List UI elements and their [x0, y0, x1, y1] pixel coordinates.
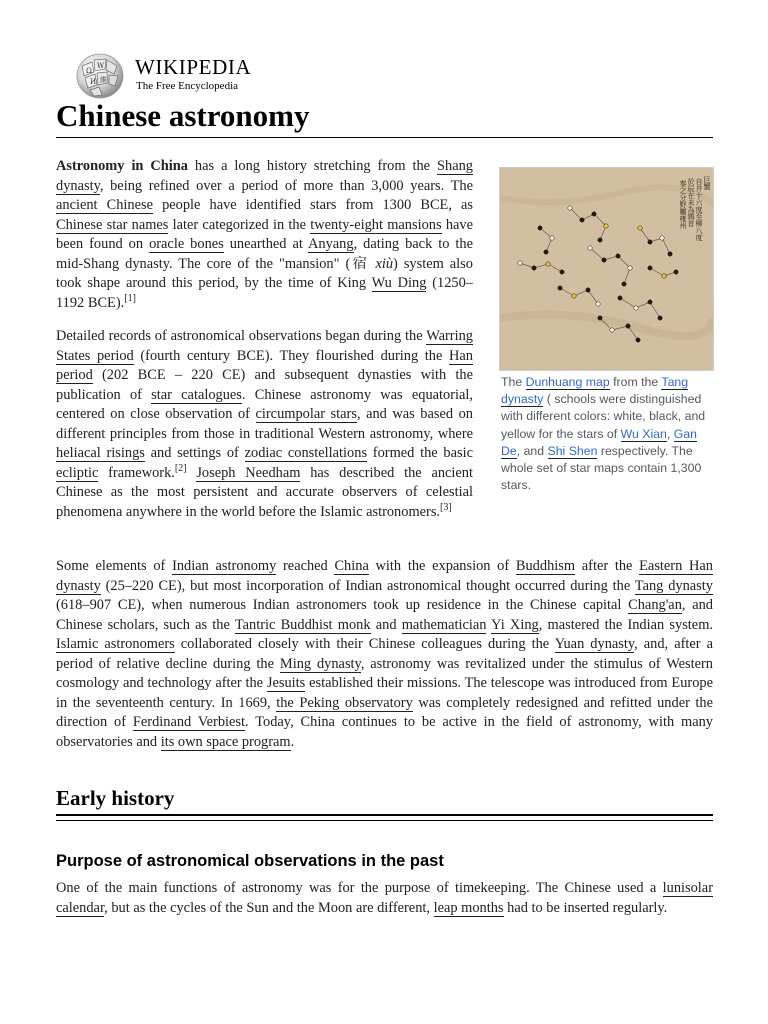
figure-caption: The Dunhuang map from the Tang dynasty ( schools were distinguished with different colors: white, black, and yellow for the stars of Wu Xian, Gan De, and Shi Shen respectively. The whole set of star maps contain 1,300 stars.	[501, 375, 706, 493]
link-anyang[interactable]: Anyang	[308, 236, 354, 252]
link-ming-dynasty[interactable]: Ming dynasty	[279, 655, 361, 672]
link-wu-ding[interactable]: Wu Ding	[371, 275, 427, 291]
star-map-inscription: 秦之分野屬雍州	[679, 180, 687, 229]
link-leap-months[interactable]: leap months	[433, 899, 504, 916]
citation-2[interactable]: [2]	[174, 462, 187, 474]
link-mathematician[interactable]: mathematician	[401, 616, 487, 633]
paragraph-intro: Astronomy in China has a long history stretching from the Shang dynasty, being refined over a period of more than 3,000 years. The ancient Chinese people have identified stars from 1300 BCE, as Chinese star names later categorized in the twenty-eight mansions have been found on oracle bones unearthed at Anyang, dating back to the mid-Shang dynasty. The core of the "mansion" (宿 xiù) system also took shape around this period, by the time of King Wu Ding (1250–1192 BCE).[1]	[56, 158, 474, 311]
link-heliacal-risings[interactable]: heliacal risings	[56, 445, 145, 461]
link-lunisolar-calendar[interactable]: lunisolar calendar	[56, 880, 713, 916]
star-map-inscription: 於辰在未為鶉首	[687, 178, 695, 227]
star-map-inscription: 巨蟹	[703, 176, 711, 190]
link-yi-xing[interactable]: Yi Xing	[491, 616, 539, 633]
svg-text:W: W	[97, 62, 105, 70]
paragraph-records: Detailed records of astronomical observations began during the Warring States period (fourth century BCE). They flourished during the Han period (202 BCE – 220 CE) and subsequent dynasties with the publication of star catalogues. Chinese astronomy was equatorial, centered on close observation of circumpolar stars, and was based on different principles from those in traditional Western astronomy, where heliacal risings and settings of zodiac constellations formed the basic ecliptic framework.[2] Joseph Needham has described the ancient Chinese as the most persistent and accurate observers of celestial phenomena anywhere in the world before the Islamic astronomers.[3]	[56, 328, 473, 520]
svg-text:維: 維	[100, 76, 107, 84]
link-twenty-eight-mansions[interactable]: twenty-eight mansions	[310, 216, 442, 233]
paragraph-indian-influence-wrap	[56, 557, 713, 766]
link-ferdinand-verbiest[interactable]: Ferdinand Verbiest	[132, 714, 246, 730]
citation-1[interactable]: [1]	[124, 292, 136, 304]
link-islamic-astronomers[interactable]: Islamic astronomers	[56, 636, 175, 652]
paragraph-timekeeping: One of the main functions of astronomy was for the purpose of timekeeping. The Chinese used a lunisolar calendar, but as the cycles of the Sun and the Moon are different, leap months had to be inserted regularly.	[56, 880, 713, 916]
link-indian-astronomy[interactable]: Indian astronomy	[172, 558, 277, 574]
link-ancient-chinese[interactable]: ancient Chinese	[56, 197, 153, 213]
link-wu-xian[interactable]: Wu Xian	[620, 426, 667, 441]
subsection-heading-purpose: Purpose of astronomical observations in the past	[56, 852, 444, 870]
dunhuang-map-figure	[499, 167, 713, 494]
intro-section	[56, 157, 713, 536]
link-shang-dynasty[interactable]: Shang dynasty	[56, 158, 473, 194]
link-yuan-dynasty[interactable]: Yuan dynasty	[554, 636, 635, 652]
link-circumpolar-stars[interactable]: circumpolar stars	[255, 406, 357, 422]
star-map-inscription: 自井十六度至柳八度	[695, 178, 703, 241]
section-divider	[56, 814, 713, 816]
svg-text:И: И	[90, 78, 97, 86]
link-joseph-needham[interactable]: Joseph Needham	[196, 464, 301, 481]
page-title: Chinese astronomy	[56, 98, 310, 133]
wikipedia-globe-icon	[74, 52, 126, 100]
link-han-period[interactable]: Han period	[56, 347, 473, 383]
link-gan-de[interactable]: Gan De	[501, 426, 697, 458]
section-divider	[56, 820, 713, 821]
svg-text:Ω: Ω	[86, 67, 92, 75]
link-changan[interactable]: Chang'an	[628, 597, 682, 613]
link-zodiac-constellations[interactable]: zodiac constellations	[244, 445, 368, 461]
link-shi-shen[interactable]: Shi Shen	[547, 443, 598, 458]
paragraph-indian-influence: Some elements of Indian astronomy reached China with the expansion of Buddhism after the Eastern Han dynasty (25–220 CE), but most incorporation of Indian astronomical thought occurred during the Tang dynasty (618–907 CE), when numerous Indian astronomers took up residence in the Chinese capital Chang'an, and Chinese scholars, such as the Tantric Buddhist monk and mathematician Yi Xing, mastered the Indian system. Islamic astronomers collaborated closely with their Chinese colleagues during the Yuan dynasty, and, after a period of relative decline during the Ming dynasty, astronomy was revitalized under the stimulus of Western cosmology and technology after the Jesuits established their missions. The telescope was introduced from Europe in the seventeenth century. In 1669, the Peking observatory was completely redesigned and refitted under the direction of Ferdinand Verbiest. Today, China continues to be active in the field of astronomy, with many observatories and its own space program.	[56, 558, 714, 750]
citation-3[interactable]: [3]	[440, 501, 452, 513]
paragraph-timekeeping-wrap	[56, 879, 713, 932]
link-china[interactable]: China	[334, 558, 369, 574]
wikipedia-logo[interactable]	[74, 52, 274, 100]
link-tantric-buddhist-monk[interactable]: Tantric Buddhist monk	[234, 616, 371, 633]
link-peking-observatory[interactable]: the Peking observatory	[276, 694, 413, 711]
link-oracle-bones[interactable]: oracle bones	[149, 236, 224, 252]
wikipedia-tagline: The Free Encyclopedia	[136, 80, 239, 92]
section-heading-early-history: Early history	[56, 786, 175, 810]
link-space-program[interactable]: its own space program	[160, 733, 291, 750]
link-tang-dynasty[interactable]: Tang dynasty	[634, 577, 713, 594]
link-jesuits[interactable]: Jesuits	[266, 675, 306, 691]
link-ecliptic[interactable]: ecliptic	[56, 464, 99, 481]
link-buddhism[interactable]: Buddhism	[515, 558, 576, 574]
link-chinese-star-names[interactable]: Chinese star names	[56, 216, 169, 233]
link-dunhuang-map[interactable]: Dunhuang map	[525, 375, 610, 389]
link-eastern-han-dynasty[interactable]: Eastern Han dynasty	[56, 558, 713, 594]
link-star-catalogues[interactable]: star catalogues	[151, 386, 242, 403]
title-divider	[56, 137, 713, 138]
link-warring-states-period[interactable]: Warring States period	[56, 328, 473, 364]
wikipedia-wordmark: WIKIPEDIA	[135, 55, 252, 79]
bold-term: Astronomy in China	[56, 158, 188, 174]
dunhuang-star-map-image[interactable]	[499, 167, 714, 371]
link-tang-dynasty[interactable]: Tang dynasty	[501, 375, 689, 407]
